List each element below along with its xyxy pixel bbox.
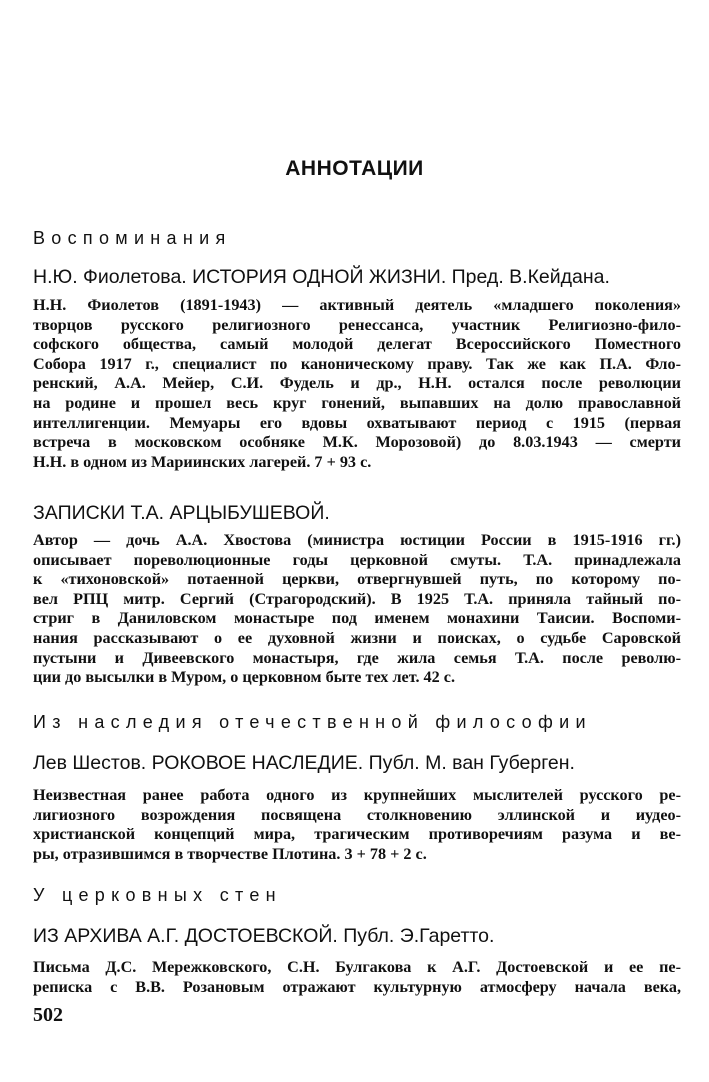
text-line: ции до высылки в Муром, о церковном быте тех лет. 42 с. [33, 668, 456, 687]
text-line: стриг в Даниловском монастыре под именем монахини Таисии. Воспоми- [33, 609, 681, 628]
text-line: пустыни и Дивеевского монастыря, где жила семья Т.А. после револю- [33, 648, 681, 667]
text-line: интеллигенции. Мемуары его вдовы охватывают период с 1915 (первая [33, 413, 681, 432]
entry-title-shestov: Лев Шестов. РОКОВОЕ НАСЛЕДИЕ. Публ. М. ван Губерген. [33, 752, 575, 774]
entry-annotation-artsybusheva [33, 531, 681, 688]
page-number: 502 [33, 1004, 63, 1026]
entry-annotation-fioletova [33, 296, 681, 472]
entry-title-dostoevskaya-archive: ИЗ АРХИВА А.Г. ДОСТОЕВСКОЙ. Публ. Э.Гаретто. [33, 925, 495, 947]
text-line: Н.Н. Фиолетов (1891-1943) — активный деятель «младшего поколения» [33, 296, 681, 314]
text-line: ры, отразившимся в творчестве Плотина. 3 + 78 + 2 с. [33, 844, 427, 863]
text-line: христианской концепций мира, трагическим противоречиям разума и ве- [33, 825, 681, 844]
section-heading-memoirs: Воспоминания [33, 228, 232, 248]
entry-annotation-dostoevskaya-archive [33, 958, 681, 997]
text-line: встреча в московском особняке М.К. Морозовой) до 8.03.1943 — смерти [33, 433, 681, 452]
text-line: реписка с В.В. Розановым отражают культурную атмосферу начала века, [33, 977, 681, 996]
text-line: Н.Н. в одном из Мариинских лагерей. 7 + 93 с. [33, 452, 372, 471]
entry-title-artsybusheva: ЗАПИСКИ Т.А. АРЦЫБУШЕВОЙ. [33, 502, 330, 524]
page-title: АННОТАЦИИ [285, 157, 424, 180]
text-line: нания рассказывают о ее духовной жизни и поисках, о судьбе Саровской [33, 628, 681, 647]
text-line: к «тихоновской» потаенной церкви, отвергнувшей путь, по которому по- [33, 570, 681, 589]
text-line: софского общества, самый молодой делегат Всероссийского Поместного [33, 335, 681, 354]
text-line: Письма Д.С. Мережковского, С.Н. Булгакова к А.Г. Достоевской и ее пе- [33, 958, 681, 976]
section-heading-church-walls: У церковных стен [33, 885, 282, 905]
text-line: Автор — дочь А.А. Хвостова (министра юстиции России в 1915-1916 гг.) [33, 531, 681, 549]
text-line: описывает пореволюционные годы церковной смуты. Т.А. принадлежала [33, 550, 681, 569]
text-line: на родине и прошел весь круг гонений, выпавших на долю православной [33, 393, 681, 412]
section-heading-philosophy-heritage: Из наследия отечественной философии [33, 712, 592, 732]
text-line: творцов русского религиозного ренессанса, участник Религиозно-фило- [33, 315, 681, 334]
text-line: ренский, А.А. Мейер, С.И. Фудель и др., Н.Н. остался после революции [33, 374, 681, 393]
text-line: вел РПЦ митр. Сергий (Страгородский). В 1925 Т.А. приняла тайный по- [33, 589, 681, 608]
entry-annotation-shestov [33, 786, 681, 864]
entry-title-fioletova: Н.Ю. Фиолетова. ИСТОРИЯ ОДНОЙ ЖИЗНИ. Пред. В.Кейдана. [33, 266, 610, 288]
text-line: Собора 1917 г., специалист по каноническому праву. Так же как П.А. Фло- [33, 354, 681, 373]
text-line: лигиозного возрождения посвящена столкновению эллинской и иудео- [33, 805, 681, 824]
text-line: Неизвестная ранее работа одного из крупнейших мыслителей русского ре- [33, 786, 681, 804]
